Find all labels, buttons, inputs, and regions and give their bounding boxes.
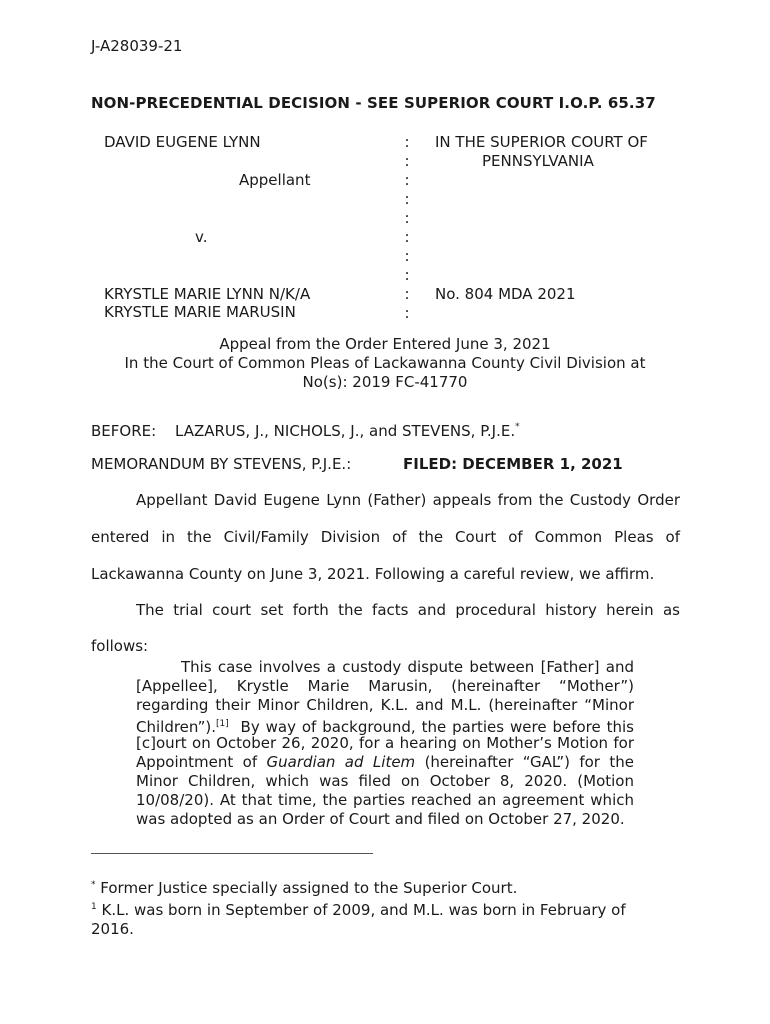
- footnote-star: [91, 876, 641, 898]
- quote-line: regarding their Minor Children, K.L. and M.L. (hereinafter “Minor: [136, 696, 634, 714]
- docket-number: J-A28039-21: [91, 37, 183, 55]
- caption-colon: :: [404, 285, 410, 303]
- body-line: follows:: [91, 637, 149, 655]
- body-line: entered in the Civil/Family Division of the Court of Common Pleas of: [91, 528, 680, 546]
- panel-judges: [175, 422, 520, 440]
- non-precedential-banner: NON-PRECEDENTIAL DECISION - SEE SUPERIOR COURT I.O.P. 65.37: [91, 94, 656, 112]
- panel-judges-text: LAZARUS, J., NICHOLS, J., and STEVENS, P.J.E.: [175, 422, 516, 440]
- filed-date: FILED: DECEMBER 1, 2021: [403, 455, 623, 473]
- quote-text: By way of background, the parties were before this: [228, 718, 634, 736]
- quote-text: (hereinafter “GAL”) for the: [415, 753, 634, 771]
- caption-colon: :: [404, 247, 410, 265]
- body-line: Lackawanna County on June 3, 2021. Following a careful review, we affirm.: [91, 565, 655, 583]
- appeal-info-line1: Appeal from the Order Entered June 3, 2021: [219, 335, 551, 353]
- footnotes: [91, 876, 641, 939]
- before-label: BEFORE:: [91, 422, 157, 440]
- footnote-one: [91, 898, 641, 920]
- versus-label: v.: [195, 228, 208, 246]
- footnote-star-text: Former Justice specially assigned to the Superior Court.: [95, 879, 518, 897]
- footnote-one-text: K.L. was born in September of 2009, and M.L. was born in February of: [96, 901, 626, 919]
- footnote-marker-star: *: [515, 422, 520, 432]
- appellant-role: Appellant: [239, 171, 311, 189]
- memorandum-author: MEMORANDUM BY STEVENS, P.J.E.:: [91, 455, 352, 473]
- caption-colon: :: [404, 190, 410, 208]
- quote-text: Children”).: [136, 718, 216, 736]
- case-number: No. 804 MDA 2021: [435, 285, 576, 303]
- caption-colon: :: [404, 209, 410, 227]
- appeal-info-line3: No(s): 2019 FC-41770: [302, 373, 468, 391]
- quote-line: Minor Children, which was filed on October 8, 2020. (Motion: [136, 772, 634, 790]
- caption-colon: :: [404, 133, 410, 151]
- footnote-marker-1: [1]: [215, 719, 229, 729]
- quote-line: was adopted as an Order of Court and filed on October 27, 2020.: [136, 810, 625, 828]
- footnote-one-continuation: 2016.: [91, 920, 134, 938]
- block-quote: [136, 658, 634, 829]
- quote-line: 10/08/20). At that time, the parties reached an agreement which: [136, 791, 634, 809]
- quote-text: Appointment of: [136, 753, 267, 771]
- quote-italic-term: Guardian ad Litem: [266, 753, 416, 771]
- caption-colon: :: [404, 266, 410, 284]
- caption-colon: :: [404, 228, 410, 246]
- appellee-name-line1: KRYSTLE MARIE LYNN N/K/A: [104, 285, 311, 303]
- quote-line: [136, 753, 634, 772]
- body-line: The trial court set forth the facts and procedural history herein as: [136, 601, 680, 619]
- footnote-star-marker: *: [91, 880, 96, 890]
- court-name-line2: PENNSYLVANIA: [482, 152, 594, 170]
- appellant-name: DAVID EUGENE LYNN: [104, 133, 261, 151]
- footnote-one-marker: 1: [91, 902, 97, 912]
- court-name-line1: IN THE SUPERIOR COURT OF: [435, 133, 648, 151]
- appeal-info-line2: In the Court of Common Pleas of Lackawanna County Civil Division at: [124, 354, 646, 372]
- footnote-divider: [91, 853, 373, 854]
- quote-line: This case involves a custody dispute between [Father] and: [181, 658, 634, 676]
- body-line: Appellant David Eugene Lynn (Father) appeals from the Custody Order: [136, 491, 680, 509]
- quote-line: [Appellee], Krystle Marie Marusin, (hereinafter “Mother”): [136, 677, 634, 695]
- caption-colon: :: [404, 152, 410, 170]
- caption-colon: :: [404, 304, 410, 322]
- appellee-name-line2: KRYSTLE MARIE MARUSIN: [104, 303, 296, 321]
- caption-colon: :: [404, 171, 410, 189]
- quote-line: [136, 715, 634, 734]
- quote-line: [c]ourt on October 26, 2020, for a hearing on Mother’s Motion for: [136, 734, 634, 752]
